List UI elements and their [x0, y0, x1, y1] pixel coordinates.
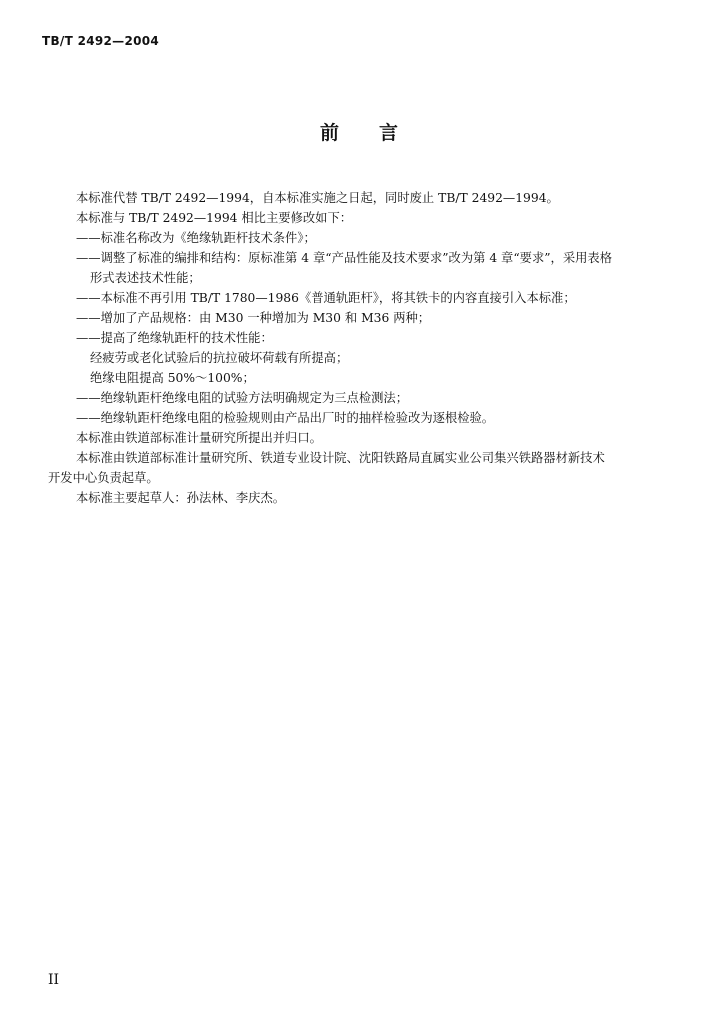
- page-title: 前言: [319, 122, 438, 144]
- paragraph-changes-intro: 本标准与 TB/T 2492—1994 相比主要修改如下：: [76, 211, 353, 225]
- foreword-body: [48, 188, 678, 508]
- change-subitem-load: 经疲劳或老化试验后的抗拉破坏荷载有所提高；: [90, 351, 349, 365]
- change-item-structure-cont: 形式表述技术性能；: [90, 271, 201, 285]
- change-item-reference: ——本标准不再引用 TB/T 1780—1986《普通轨距杆》，将其铁卡的内容直接引入本标准；: [76, 291, 576, 305]
- paragraph-drafters: 本标准主要起草人：孙法林、李庆杰。: [76, 491, 286, 505]
- paragraph-drafted-by-cont: 开发中心负责起草。: [48, 471, 159, 485]
- change-item-title: ——标准名称改为《绝缘轨距杆技术条件》；: [76, 231, 316, 245]
- change-item-performance: ——提高了绝缘轨距杆的技术性能：: [76, 331, 273, 345]
- change-item-specs: ——增加了产品规格：由 M30 一种增加为 M30 和 M36 两种；: [76, 311, 431, 325]
- change-item-structure: ——调整了标准的编排和结构：原标准第 4 章“产品性能及技术要求”改为第 4 章“要求”，采用表格: [76, 251, 613, 265]
- paragraph-drafted-by: 本标准由铁道部标准计量研究所、铁道专业设计院、沈阳铁路局直属实业公司集兴铁路器材新技术: [76, 451, 605, 465]
- paragraph-proposed-by: 本标准由铁道部标准计量研究所提出并归口。: [76, 431, 322, 445]
- change-item-test-method: ——绝缘轨距杆绝缘电阻的试验方法明确规定为三点检测法；: [76, 391, 409, 405]
- standard-code-header: TB/T 2492—2004: [42, 34, 160, 48]
- change-subitem-resistance: 绝缘电阻提高 50%～100%；: [90, 371, 255, 385]
- paragraph-replaces: 本标准代替 TB/T 2492—1994，自本标准实施之日起，同时废止 TB/T 2492—1994。: [76, 191, 559, 205]
- change-item-inspection: ——绝缘轨距杆绝缘电阻的检验规则由产品出厂时的抽样检验改为逐根检验。: [76, 411, 495, 425]
- page-number: II: [48, 972, 60, 988]
